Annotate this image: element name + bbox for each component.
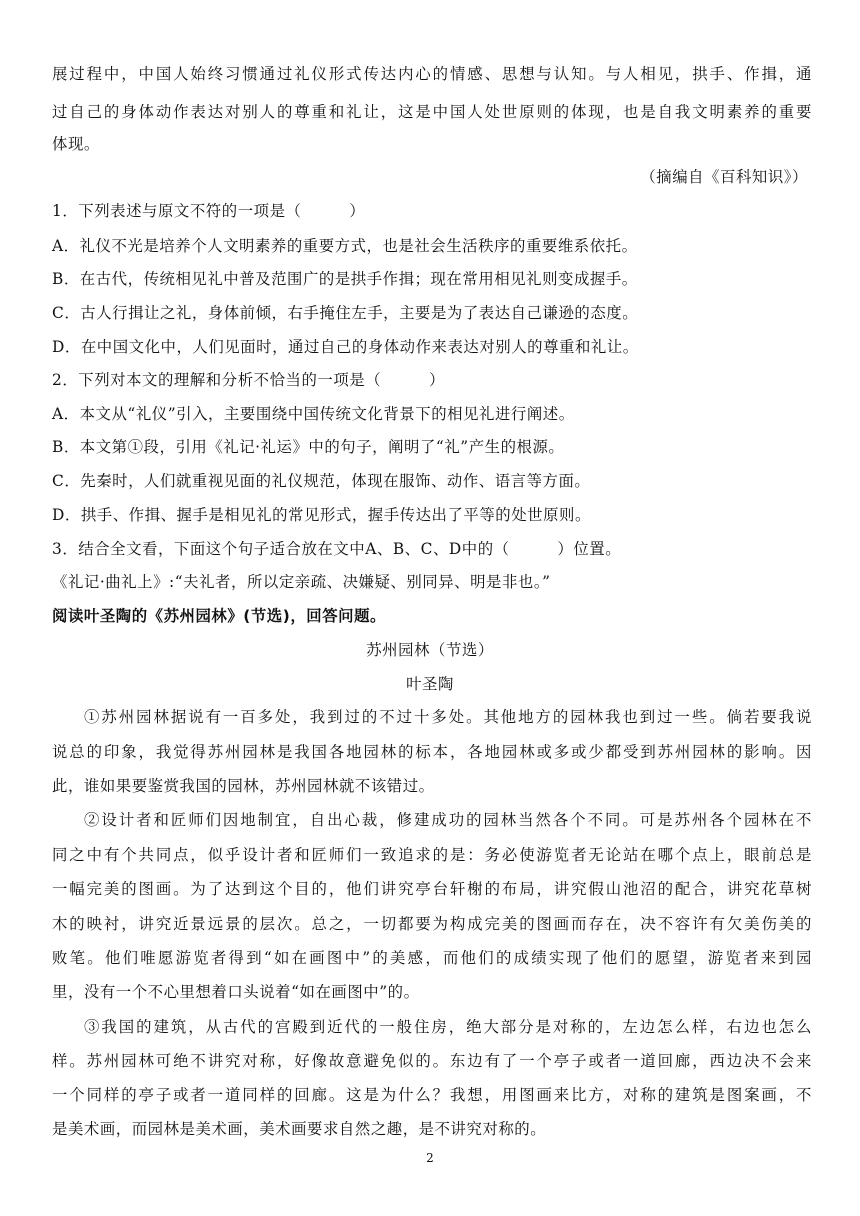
question-1-stem: 1．下列表述与原文不符的一项是（ ）: [52, 202, 366, 220]
article-paragraph-1-line-3: 此，谁如果要鉴赏我国的园林，苏州园林就不该错过。: [52, 777, 435, 795]
article-paragraph-2-line-4: 木的映衬，讲究近景远景的层次。总之，一切都要为构成完美的图画而存在，决不容许有欠美伤美的: [52, 915, 812, 933]
intro-line-1: 展过程中，中国人始终习惯通过礼仪形式传达内心的情感、思想与认知。与人相见，拱手、作揖，通: [52, 65, 812, 83]
question-1-option-b: B．在古代，传统相见礼中普及范围广的是拱手作揖；现在常用相见礼则变成握手。: [52, 270, 638, 288]
article-paragraph-3-line-4: 是美术画，而园林是美术画，美术画要求自然之趣，是不讲究对称的。: [52, 1120, 547, 1138]
article-paragraph-3-line-1: ③我国的建筑，从古代的宫殿到近代的一般住房，绝大部分是对称的，左边怎么样，右边也怎么: [84, 1018, 812, 1036]
article-paragraph-1-line-2: 说总的印象，我觉得苏州园林是我国各地园林的标本，各地园林或多或少都受到苏州园林的影响。因: [52, 743, 812, 761]
article-paragraph-3-line-3: 一个同样的亭子或者一道同样的回廊。这是为什么？我想，用图画来比方，对称的建筑是图案画，不: [52, 1086, 812, 1104]
question-2-option-c: C．先秦时，人们就重视见面的礼仪规范，体现在服饰、动作、语言等方面。: [52, 472, 591, 490]
question-3-quote: 《礼记·曲礼上》:“夫礼者，所以定亲疏、决嫌疑、别同异、明是非也。”: [52, 573, 551, 591]
article-paragraph-2-line-2: 同之中有个共同点，似乎设计者和匠师们一致追求的是：务必使游览者无论站在哪个点上，眼前总是: [52, 846, 812, 864]
question-2-option-a: A．本文从“礼仪”引入，主要围绕中国传统文化背景下的相见礼进行阐述。: [52, 405, 575, 423]
intro-line-3: 体现。: [52, 135, 100, 153]
question-2-option-d: D．拱手、作揖、握手是相见礼的常见形式，握手传达出了平等的处世原则。: [52, 506, 591, 524]
question-1-option-c: C．古人行揖让之礼，身体前倾，右手掩住左手，主要是为了表达自己谦逊的态度。: [52, 304, 639, 322]
article-author: 叶圣陶: [406, 675, 454, 693]
page-number: 2: [426, 1151, 434, 1165]
reading-instruction: 阅读叶圣陶的《苏州园林》(节选)，回答问题。: [52, 607, 386, 625]
article-paragraph-1-line-1: ①苏州园林据说有一百多处，我到过的不过十多处。其他地方的园林我也到过一些。倘若要我说: [84, 708, 812, 726]
question-1-option-d: D．在中国文化中，人们见面时，通过自己的身体动作来表达对别人的尊重和礼让。: [52, 338, 639, 356]
article-paragraph-2-line-5: 败笔。他们唯愿游览者得到“如在画图中”的美感，而他们的成绩实现了他们的愿望，游览者来到园: [52, 949, 812, 967]
article-paragraph-2-line-1: ②设计者和匠师们因地制宜，自出心裁，修建成功的园林当然各个不同。可是苏州各个园林在不: [84, 811, 812, 829]
question-2-option-b: B．本文第①段，引用《礼记·礼运》中的句子，阐明了“礼”产生的根源。: [52, 438, 565, 456]
question-3-stem: 3．结合全文看，下面这个句子适合放在文中A、B、C、D中的（ ）位置。: [52, 540, 622, 558]
question-1-option-a: A．礼仪不光是培养个人文明素养的重要方式，也是社会生活秩序的重要维系依托。: [52, 237, 638, 255]
source-citation: （摘编自《百科知识》）: [640, 168, 808, 186]
article-paragraph-2-line-6: 里，没有一个不心里想着口头说着“如在画图中”的。: [52, 983, 420, 1001]
question-2-stem: 2．下列对本文的理解和分析不恰当的一项是（ ）: [52, 371, 445, 389]
article-title: 苏州园林（节选）: [366, 641, 494, 659]
article-paragraph-3-line-2: 样。苏州园林可绝不讲究对称，好像故意避免似的。东边有了一个亭子或者一道回廊，西边决不会来: [52, 1052, 812, 1070]
intro-line-2: 过自己的身体动作表达对别人的尊重和礼让，这是中国人处世原则的体现，也是自我文明素养的重要: [52, 103, 812, 121]
article-paragraph-2-line-3: 一幅完美的图画。为了达到这个目的，他们讲究亭台轩榭的布局，讲究假山池沼的配合，讲究花草树: [52, 880, 812, 898]
